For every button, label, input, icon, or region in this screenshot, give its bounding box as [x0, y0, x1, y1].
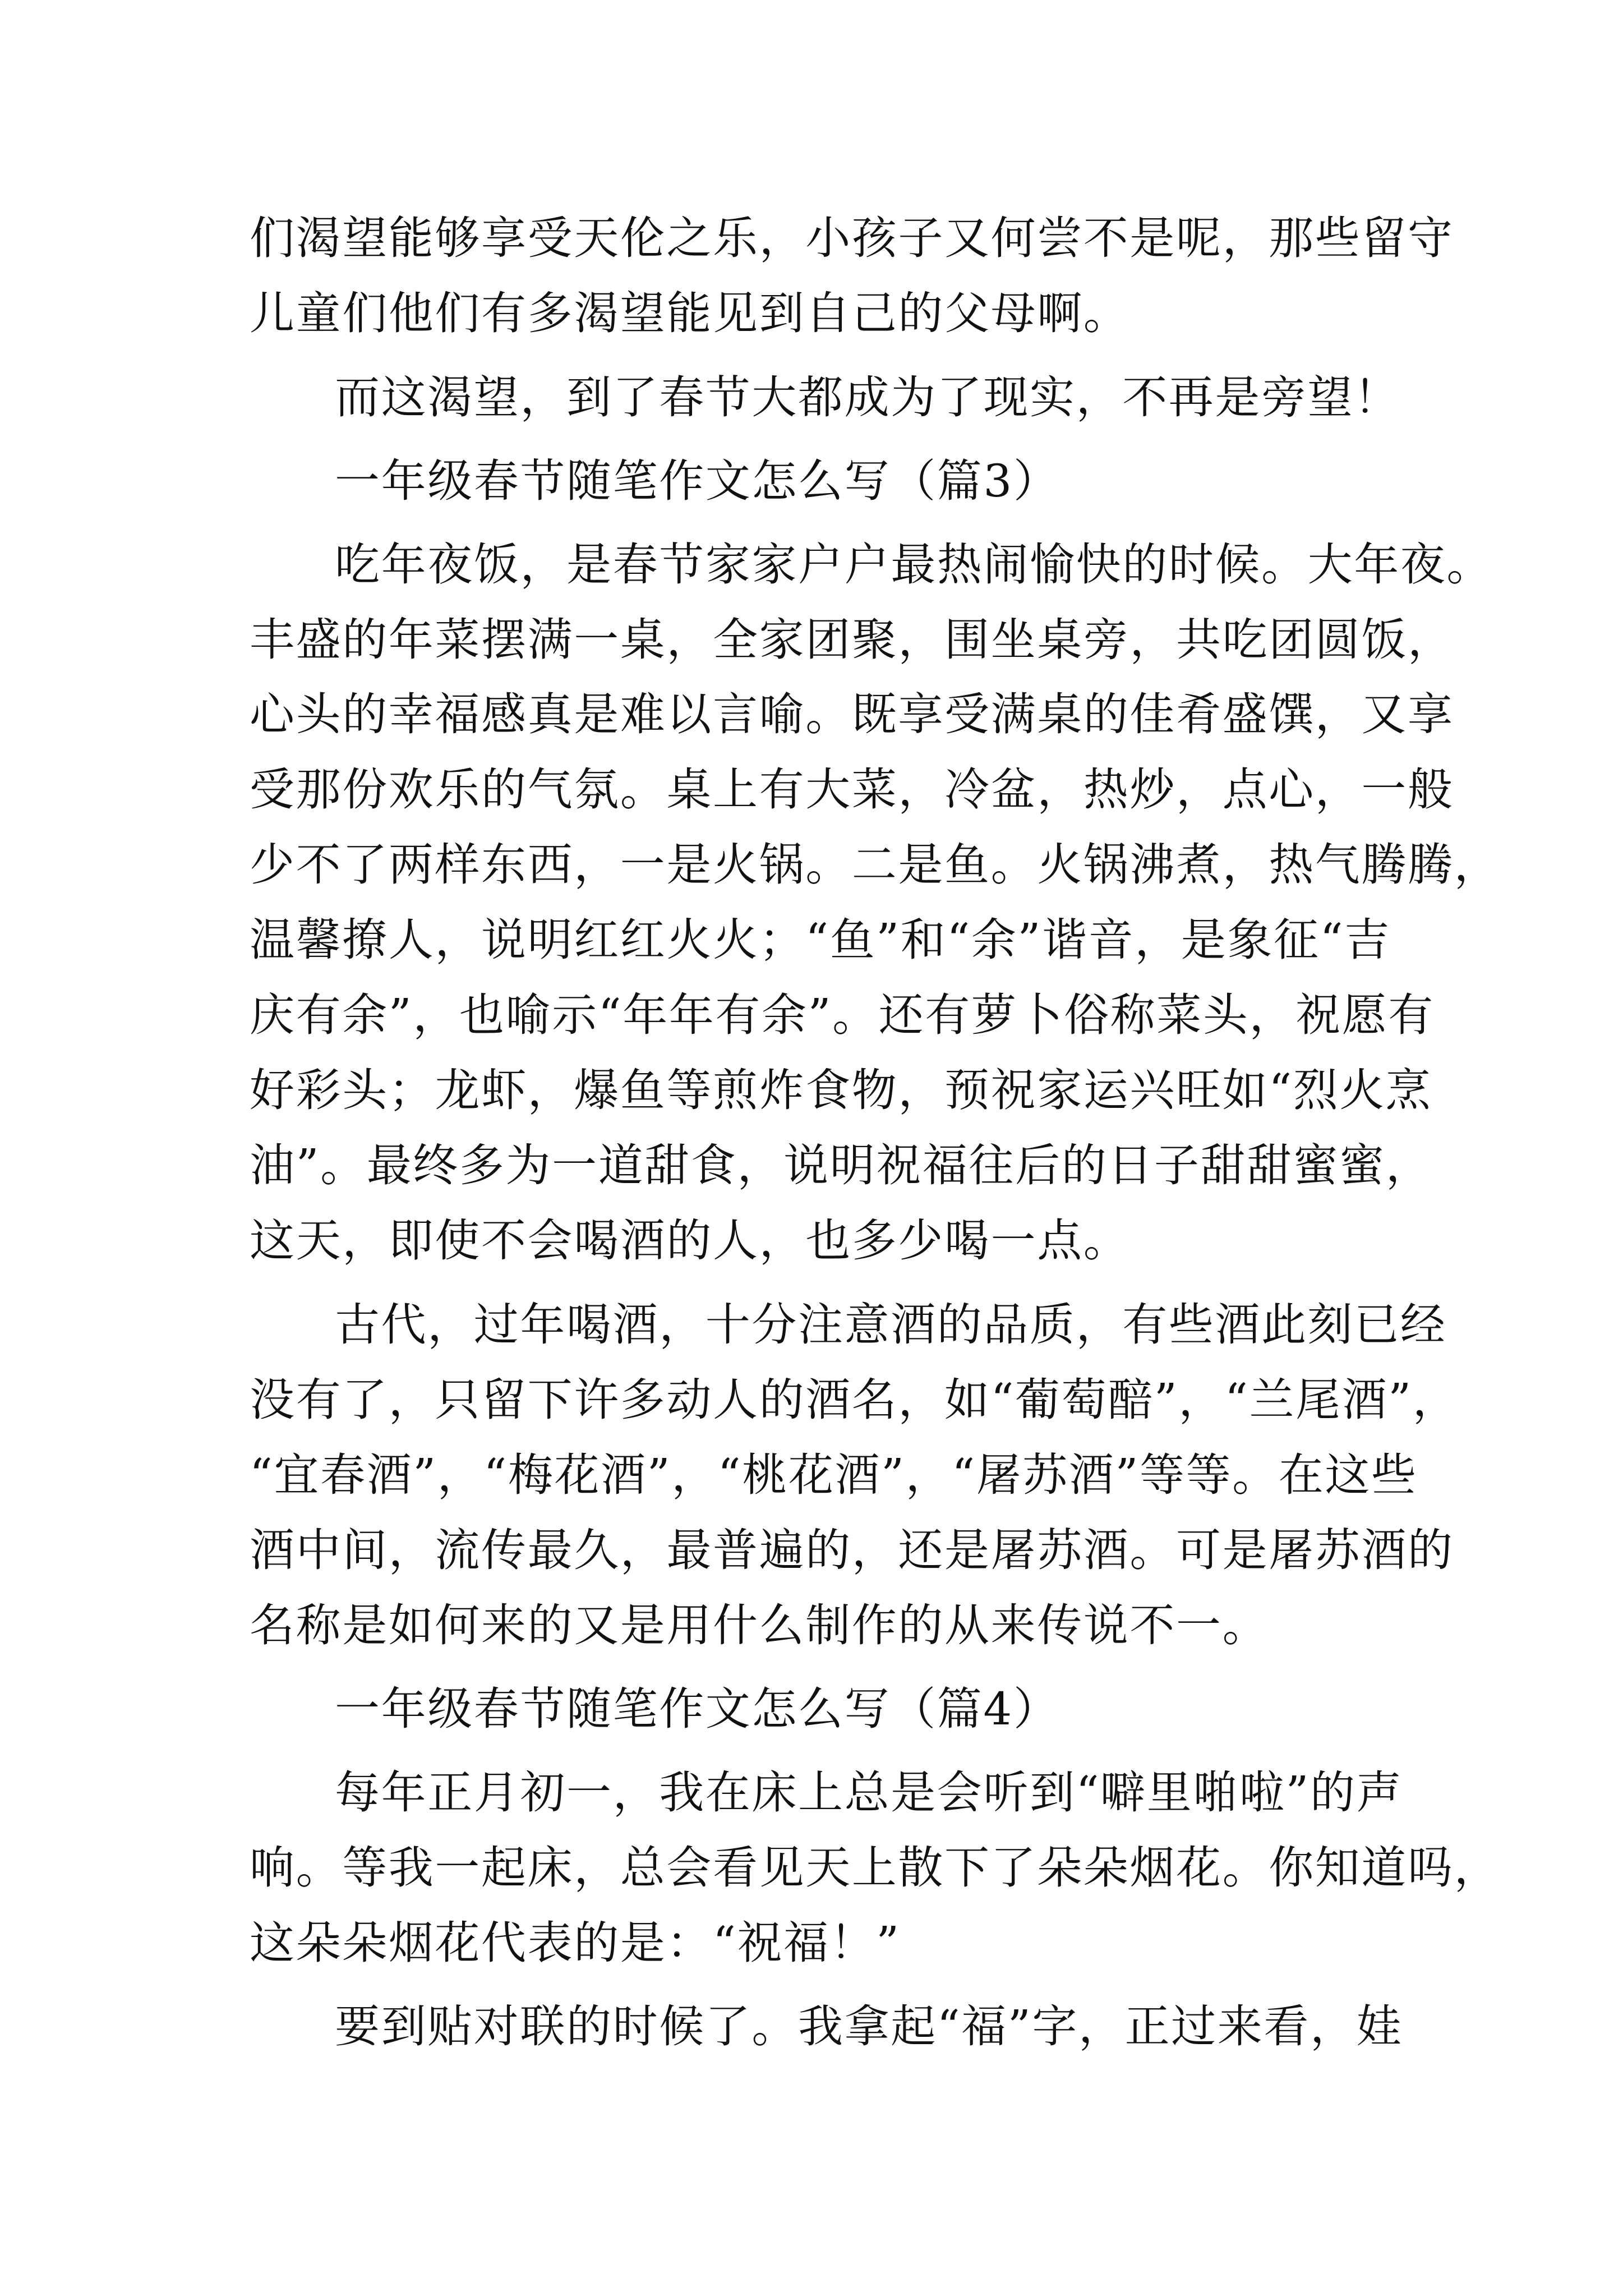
- text-line: 少不了两样东西，一是火锅。二是鱼。火锅沸煮，热气腾腾，: [250, 839, 1501, 891]
- text-line: 吃年夜饭，是春节家家户户最热闹愉快的时候。大年夜。: [335, 539, 1493, 591]
- text-line: 儿童们他们有多渴望能见到自己的父母啊。: [250, 287, 1130, 339]
- text-line: 好彩头；龙虾，爆鱼等煎炸食物，预祝家运兴旺如“烈火烹: [250, 1064, 1432, 1116]
- section-heading: 一年级春节随笔作文怎么写（篇3）: [335, 455, 1060, 507]
- text-line: 温馨撩人，说明红红火火；“鱼”和“余”谐音，是象征“吉: [250, 914, 1391, 966]
- text-line: 庆有余”，也喻示“年年有余”。还有萝卜俗称菜头，祝愿有: [250, 989, 1435, 1041]
- text-line: 响。等我一起床，总会看见天上散下了朵朵烟花。你知道吗，: [250, 1842, 1501, 1894]
- text-line: 酒中间，流传最久，最普遍的，还是屠苏酒。可是屠苏酒的: [250, 1524, 1454, 1576]
- text-line: “宜春酒”，“梅花酒”，“桃花酒”，“屠苏酒”等等。在这些: [250, 1449, 1418, 1501]
- text-line: 油”。最终多为一道甜食，说明祝福往后的日子甜甜蜜蜜，: [250, 1139, 1432, 1191]
- text-line: 古代，过年喝酒，十分注意酒的品质，有些酒此刻已经: [335, 1299, 1447, 1351]
- text-line: 每年正月初一，我在床上总是会听到“噼里啪啦”的声: [335, 1766, 1403, 1819]
- text-line: 这朵朵烟花代表的是：“祝福！”: [250, 1917, 901, 1969]
- text-line: 没有了，只留下许多动人的酒名，如“葡萄醅”，“兰尾酒”，: [250, 1374, 1459, 1426]
- text-line: 而这渴望，到了春节大都成为了现实，不再是旁望！: [335, 371, 1400, 424]
- text-line: 心头的幸福感真是难以言喻。既享受满桌的佳肴盛馔，又享: [250, 688, 1454, 740]
- text-line: 受那份欢乐的气氛。桌上有大菜，冷盆，热炒，点心，一般: [250, 763, 1454, 816]
- section-heading: 一年级春节随笔作文怎么写（篇4）: [335, 1683, 1060, 1735]
- text-line: 要到贴对联的时候了。我拿起“福”字，正过来看，娃: [335, 2000, 1403, 2053]
- text-line: 们渴望能够享受天伦之乐，小孩子又何尝不是呢，那些留守: [250, 212, 1454, 264]
- text-line: 名称是如何来的又是用什么制作的从来传说不一。: [250, 1599, 1269, 1651]
- text-line: 丰盛的年菜摆满一桌，全家团聚，围坐桌旁，共吃团圆饭，: [250, 614, 1454, 666]
- text-line: 这天，即使不会喝酒的人，也多少喝一点。: [250, 1214, 1130, 1267]
